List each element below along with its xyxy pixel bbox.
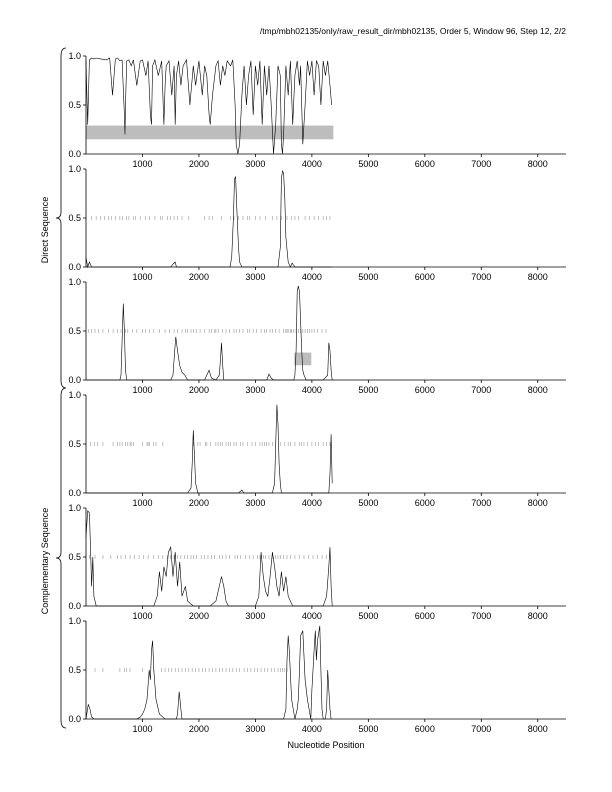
series-line (86, 626, 331, 719)
y-tick-label: 0.0 (68, 375, 81, 385)
x-tick-label: 8000 (527, 272, 548, 282)
panel-complementary-frame-1 (68, 390, 566, 508)
x-tick-label: 1000 (132, 611, 153, 621)
panel-direct-frame-1 (68, 51, 566, 169)
y-tick-label: 1.0 (68, 277, 81, 287)
x-tick-label: 6000 (414, 159, 435, 169)
panel-direct-frame-2 (68, 164, 566, 282)
series-line (86, 405, 332, 493)
y-tick-label: 0.0 (68, 714, 81, 724)
x-tick-label: 2000 (188, 611, 209, 621)
x-tick-label: 8000 (527, 498, 548, 508)
plot-title: /tmp/mbh02135/only/raw_result_dir/mbh02135, Order 5, Window 96, Step 12, 2/2 (259, 26, 566, 36)
x-tick-label: 1000 (132, 159, 153, 169)
y-tick-label: 0.0 (68, 601, 81, 611)
y-tick-label: 0.5 (68, 213, 81, 223)
x-tick-label: 5000 (358, 724, 379, 734)
chart-panels (68, 51, 566, 734)
x-tick-label: 8000 (527, 724, 548, 734)
x-tick-label: 2000 (188, 385, 209, 395)
x-tick-label: 5000 (358, 498, 379, 508)
x-tick-label: 7000 (471, 272, 492, 282)
x-tick-label: 2000 (188, 724, 209, 734)
series-line (86, 58, 332, 154)
x-tick-label: 3000 (245, 272, 266, 282)
x-tick-label: 1000 (132, 385, 153, 395)
x-tick-label: 6000 (414, 611, 435, 621)
x-tick-label: 3000 (245, 611, 266, 621)
x-tick-label: 4000 (301, 159, 322, 169)
x-tick-label: 1000 (132, 498, 153, 508)
y-tick-label: 1.0 (68, 51, 81, 61)
x-tick-label: 8000 (527, 385, 548, 395)
x-tick-label: 6000 (414, 724, 435, 734)
x-tick-label: 4000 (301, 498, 322, 508)
y-tick-label: 1.0 (68, 390, 81, 400)
complementary-sequence-label: Complementary Sequence (40, 507, 50, 615)
x-tick-label: 4000 (301, 724, 322, 734)
x-tick-label: 6000 (414, 498, 435, 508)
x-tick-label: 4000 (301, 611, 322, 621)
x-tick-label: 2000 (188, 498, 209, 508)
x-axis-label: Nucleotide Position (287, 740, 365, 750)
x-tick-label: 5000 (358, 385, 379, 395)
x-tick-label: 7000 (471, 385, 492, 395)
y-tick-label: 0.0 (68, 488, 81, 498)
x-tick-label: 2000 (188, 159, 209, 169)
direct-brace (56, 48, 66, 388)
x-tick-label: 8000 (527, 611, 548, 621)
panel-complementary-frame-2 (68, 503, 566, 621)
x-tick-label: 4000 (301, 272, 322, 282)
highlight-region (86, 126, 333, 140)
x-tick-label: 5000 (358, 272, 379, 282)
y-tick-label: 1.0 (68, 616, 81, 626)
x-tick-label: 5000 (358, 159, 379, 169)
x-tick-label: 5000 (358, 611, 379, 621)
x-tick-label: 3000 (245, 159, 266, 169)
x-tick-label: 7000 (471, 724, 492, 734)
x-tick-label: 3000 (245, 724, 266, 734)
series-line (86, 511, 332, 606)
x-tick-label: 7000 (471, 498, 492, 508)
complementary-brace (56, 388, 66, 728)
x-tick-label: 1000 (132, 724, 153, 734)
x-tick-label: 3000 (245, 498, 266, 508)
x-tick-label: 6000 (414, 272, 435, 282)
highlight-region (294, 353, 311, 366)
y-tick-label: 0.5 (68, 439, 81, 449)
y-tick-label: 0.5 (68, 552, 81, 562)
x-tick-label: 3000 (245, 385, 266, 395)
panel-complementary-frame-3 (68, 616, 566, 734)
direct-sequence-label: Direct Sequence (40, 196, 50, 264)
x-tick-label: 7000 (471, 611, 492, 621)
y-tick-label: 0.0 (68, 149, 81, 159)
x-tick-label: 4000 (301, 385, 322, 395)
y-tick-label: 0.5 (68, 326, 81, 336)
y-tick-label: 0.5 (68, 665, 81, 675)
x-tick-label: 7000 (471, 159, 492, 169)
x-tick-label: 6000 (414, 385, 435, 395)
panel-direct-frame-3 (68, 277, 566, 395)
y-tick-label: 1.0 (68, 164, 81, 174)
strand-braces (56, 48, 66, 728)
x-tick-label: 2000 (188, 272, 209, 282)
y-tick-label: 0.0 (68, 262, 81, 272)
x-tick-label: 1000 (132, 272, 153, 282)
y-tick-label: 0.5 (68, 100, 81, 110)
y-tick-label: 1.0 (68, 503, 81, 513)
x-tick-label: 8000 (527, 159, 548, 169)
